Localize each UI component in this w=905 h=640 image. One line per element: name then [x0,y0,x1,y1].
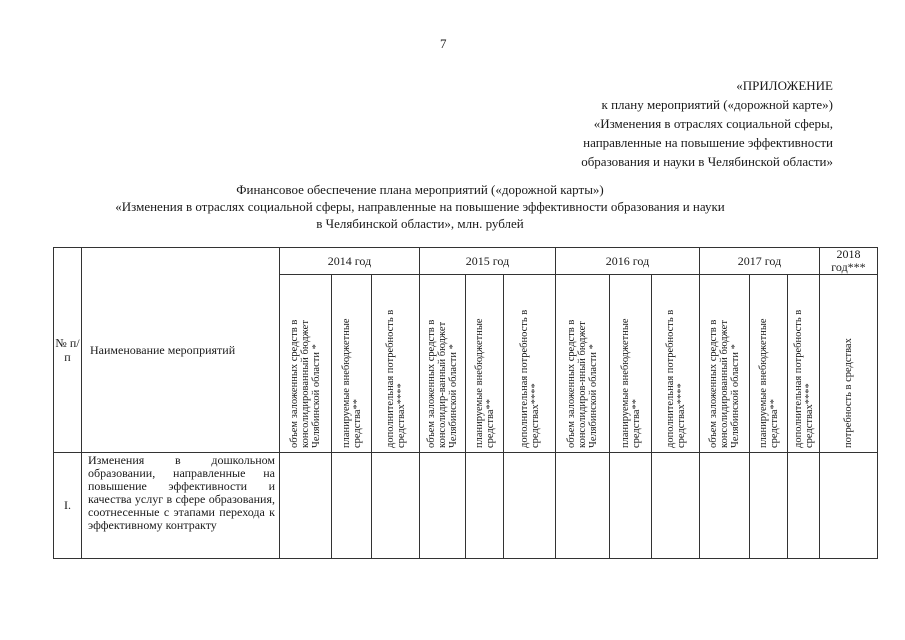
column-header-extrabudget: планируемые внебюджетные средства** [750,275,788,453]
value-cell [420,453,466,559]
row-number: I. [54,453,82,559]
appendix-line: «Изменения в отраслях социальной сферы, [593,116,833,131]
value-cell [372,453,420,559]
year-header-2016: 2016 год [556,248,700,275]
appendix-header [493,76,833,171]
title-line: «Изменения в отраслях социальной сферы, направленные на повышение эффективности образования и науки [115,199,725,214]
document-title [60,181,780,232]
row-name: Изменения в дошкольном образовании, направленные на повышение эффективности и качества услуг в сфере образования, соотнесенные с этапами перехода к эффективному контракту [82,453,280,559]
year-header-2015: 2015 год [420,248,556,275]
value-cell [788,453,820,559]
title-line: в Челябинской области», млн. рублей [316,216,524,231]
year-header-2018: 2018 год*** [820,248,878,275]
value-cell [504,453,556,559]
page-number: 7 [440,36,447,51]
column-header-additional-need: дополнительная потребность в средствах**** [504,275,556,453]
year-header-2017: 2017 год [700,248,820,275]
value-cell [820,453,878,559]
column-header-additional-need: дополнительная потребность в средствах**** [372,275,420,453]
year-header-2014: 2014 год [280,248,420,275]
column-header-budget: объем заложенных средств в консолидир-ванный бюджет Челябинской области * [420,275,466,453]
value-cell [700,453,750,559]
value-cell [466,453,504,559]
column-header-additional-need: дополнительная потребность в средствах**** [788,275,820,453]
column-header-budget: объем заложенных средств в консолидированный бюджет Челябинской области * [700,275,750,453]
column-header-extrabudget: планируемые внебюджетные средства** [610,275,652,453]
column-header-budget: объем заложенных средств в консолидированный бюджет Челябинской области * [280,275,332,453]
value-cell [750,453,788,559]
column-header-need: потребность в средствах [820,275,878,453]
title-line: Финансовое обеспечение плана мероприятий («дорожной карты») [236,182,604,197]
column-header-budget: объем заложенных средств в консолидиров-нный бюджет Челябинской области * [556,275,610,453]
table-row [54,453,878,559]
appendix-line: образования и науки в Челябинской области» [581,154,833,169]
value-cell [556,453,610,559]
number-column-header: № п/п [54,248,82,453]
value-cell [652,453,700,559]
appendix-line: направленные на повышение эффективности [583,135,833,150]
column-header-additional-need: дополнительная потребность в средствах**** [652,275,700,453]
appendix-line: к плану мероприятий («дорожной карте») [601,97,833,112]
name-column-header: Наименование мероприятий [82,248,280,453]
column-header-extrabudget: планируемые внебюджетные средства** [332,275,372,453]
financing-table [53,247,878,559]
value-cell [332,453,372,559]
value-cell [280,453,332,559]
column-header-extrabudget: планируемые внебюджетные средства** [466,275,504,453]
appendix-line: «ПРИЛОЖЕНИЕ [736,78,833,93]
value-cell [610,453,652,559]
